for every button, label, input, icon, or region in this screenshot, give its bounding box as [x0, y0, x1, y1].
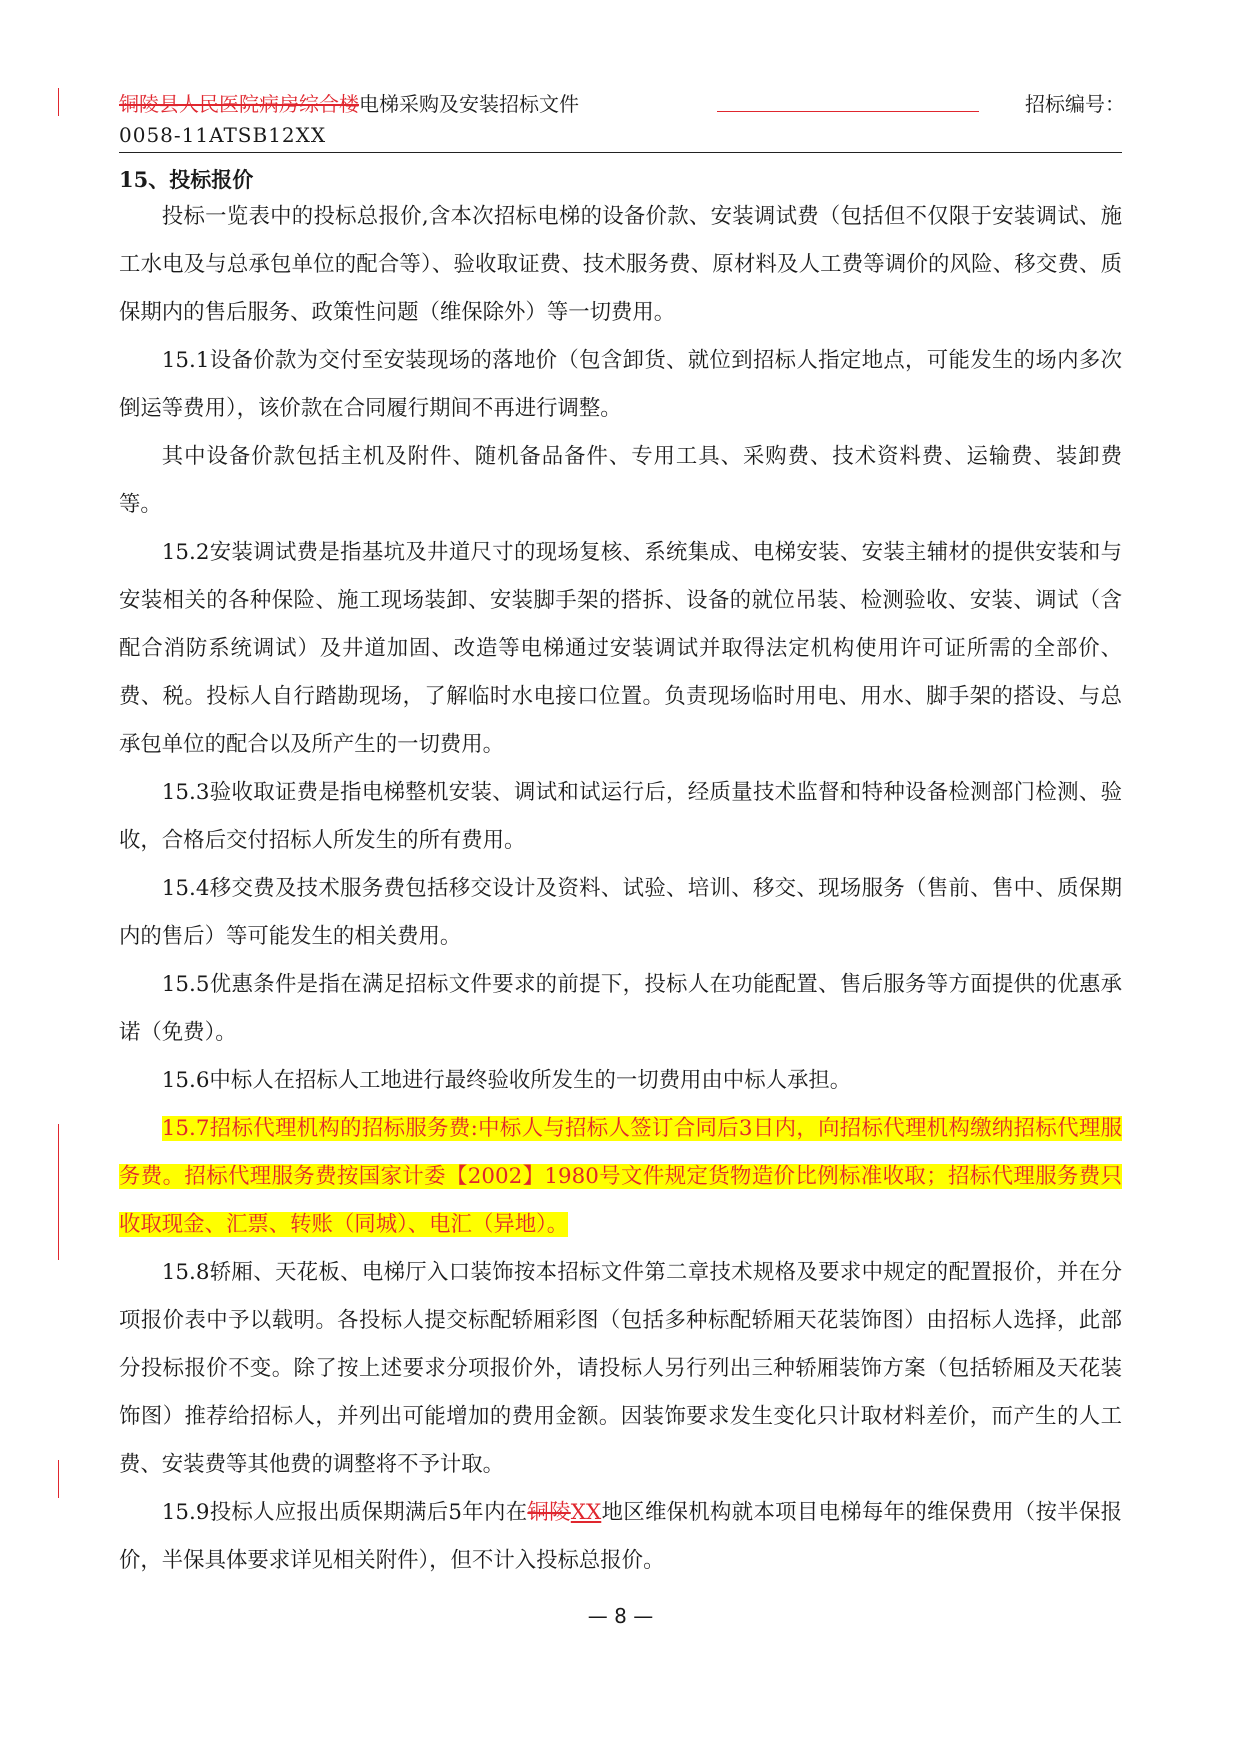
paragraph-15-9 [119, 1489, 1122, 1585]
paragraph-15-9-part1: 15.9投标人应报出质保期满后5年内在 [161, 1500, 528, 1525]
highlighted-service-fee-text: 15.7招标代理机构的招标服务费:中标人与招标人签订合同后3日内，向招标代理机构缴纳招标代理服务费。招标代理服务费按国家计委【2002】1980号文件规定货物造价比例标准收取；招标代理服务费只收取现金、汇票、转账（同城）、电汇（异地）。 [119, 1116, 1122, 1237]
paragraph-15-7 [119, 1105, 1122, 1249]
paragraph-15-9-part2: 地区维保机构就本项目电梯每年的维保费用（按半保报价，半保具体要求详见相关附件），但不计入投标总报价。 [119, 1500, 1122, 1573]
revision-mark-header [58, 88, 59, 116]
inserted-location-text: XX [570, 1500, 602, 1525]
deleted-location-text: 铜陵 [527, 1500, 571, 1525]
header-deleted-prefix: 铜陵县人民医院病房综合楼 [119, 92, 359, 116]
paragraph-15-2: 15.2安装调试费是指基坑及井道尺寸的现场复核、系统集成、电梯安装、安装主辅材的提供安装和与安装相关的各种保险、施工现场装卸、安装脚手架的搭拆、设备的就位吊装、检测验收、安装、调试（含配合消防系统调试）及井道加固、改造等电梯通过安装调试并取得法定机构使用许可证所需的全部价、费、税。投标人自行踏勘现场，了解临时水电接口位置。负责现场临时用电、用水、脚手架的搭设、与总承包单位的配合以及所产生的一切费用。 [119, 540, 1122, 757]
page-number: — 8 — [587, 1604, 654, 1628]
paragraph-15-4: 15.4移交费及技术服务费包括移交设计及资料、试验、培训、移交、现场服务（售前、售中、质保期内的售后）等可能发生的相关费用。 [119, 876, 1122, 949]
header-divider [119, 152, 1122, 153]
header-title [119, 90, 579, 118]
section-heading: 15、投标报价 [119, 167, 254, 192]
paragraph-15-6: 15.6中标人在招标人工地进行最终验收所发生的一切费用由中标人承担。 [161, 1068, 852, 1093]
paragraph-total-price: 投标一览表中的投标总报价,含本次招标电梯的设备价款、安装调试费（包括但不仅限于安装调试、施工水电及与总承包单位的配合等）、验收取证费、技术服务费、原材料及人工费等调价的风险、移交费、质保期内的售后服务、政策性问题（维保除外）等一切费用。 [119, 204, 1122, 325]
header-document-title: 电梯采购及安装招标文件 [359, 92, 579, 116]
revision-mark-15-9 [58, 1460, 59, 1498]
header-bid-number-label: 招标编号： [1025, 92, 1125, 116]
paragraph-15-3: 15.3验收取证费是指电梯整机安装、调试和试运行后，经质量技术监督和特种设备检测部门检测、验收，合格后交付招标人所发生的所有费用。 [119, 780, 1122, 853]
revision-mark-15-7 [58, 1124, 59, 1260]
header-revision-line [717, 111, 979, 112]
paragraph-15-1: 15.1设备价款为交付至安装现场的落地价（包含卸货、就位到招标人指定地点，可能发生的场内多次倒运等费用），该价款在合同履行期间不再进行调整。 [119, 348, 1122, 421]
header-bid-number: 0058-11ATSB12XX [119, 123, 327, 147]
section-body [119, 193, 1122, 1585]
paragraph-15-5: 15.5优惠条件是指在满足招标文件要求的前提下，投标人在功能配置、售后服务等方面提供的优惠承诺（免费）。 [119, 972, 1122, 1045]
paragraph-15-8: 15.8轿厢、天花板、电梯厅入口装饰按本招标文件第二章技术规格及要求中规定的配置报价，并在分项报价表中予以载明。各投标人提交标配轿厢彩图（包括多种标配轿厢天花装饰图）由招标人选择，此部分投标报价不变。除了按上述要求分项报价外，请投标人另行列出三种轿厢装饰方案（包括轿厢及天花装饰图）推荐给招标人，并列出可能增加的费用金额。因装饰要求发生变化只计取材料差价，而产生的人工费、安装费等其他费的调整将不予计取。 [119, 1260, 1122, 1477]
paragraph-equipment-price: 其中设备价款包括主机及附件、随机备品备件、专用工具、采购费、技术资料费、运输费、装卸费等。 [119, 444, 1122, 517]
